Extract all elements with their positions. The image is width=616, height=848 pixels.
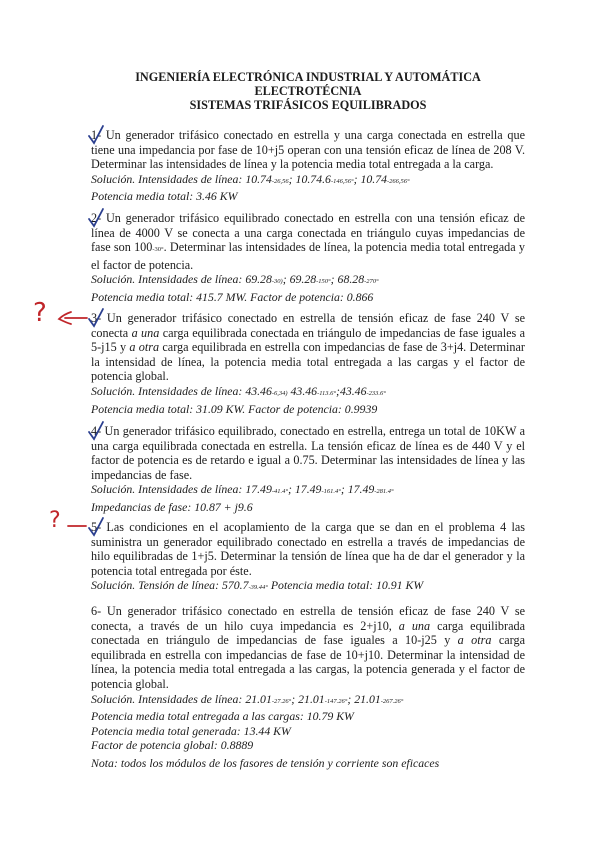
problem-statement: - Las condiciones en el acoplamiento de la carga que se dan en el problema 4 las suministra un generador equilibrado conectado en estrella a través de impedancias de hilo equilibradas de 1+j5. Determinar la tensión de línea que ha de dar el generador y la potencia total entregada por éste. [91, 520, 525, 578]
solution-voltage: Solución. Tensión de línea: 570.7-39.44° Potencia media total: 10.91 KW [91, 578, 424, 593]
problem-statement: - Un generador trifásico conectado en estrella y una carga conectada en estrella que tiene una impedancia por fase de 10+j5 operan con una tensión eficaz de línea de 208 V. Determinar las intensidades de línea y la potencia media total entregada a la carga. [91, 128, 525, 172]
header-degree: INGENIERÍA ELECTRÓNICA INDUSTRIAL Y AUTOMÁTICA [135, 70, 481, 84]
problem-3: 3- Un generador trifásico conectado en estrella de tensión eficaz de fase 240 V se conecta a una carga equilibrada conectada en triángulo de impedancias de fase iguales a 5-j15 y a otra carga equilibrada en estrella con impedancias de fase de 3+j4. Determinar la intensidad de línea, la potencia media total entregada a las cargas y el factor de potencia global. Solución. Intensidades de línea: 43.46-6,34) 43.46-113.6°;43.46-233.6° Potencia media total: 31.09 KW. Factor de potencia: 0.9939 [91, 311, 526, 416]
dash-annotation-icon [66, 522, 90, 530]
solution-currents: Solución. Intensidades de línea: 17.49-41.4°; 17.49-161.4°; 17.49-281.4° [91, 482, 394, 497]
solution-currents: Solución. Intensidades de línea: 69.28-30); 69.28-150°; 68.28-270° [91, 272, 379, 287]
problem-2: 2- Un generador trifásico equilibrado conectado en estrella con una tensión eficaz de línea de 4000 V se conecta a una carga conectada en triángulo cuyas impedancias de fase son 100-30°. Determinar las intensidades de línea, la potencia media total entregada y el factor de potencia. Solución. Intensidades de línea: 69.28-30); 69.28-150°; 68.28-270° Potencia media total: 415.7 MW. Factor de potencia: 0.866 [91, 211, 525, 304]
question-mark-annotation: ? [49, 508, 61, 533]
problem-number: 2 [91, 211, 98, 225]
check-mark-icon [86, 307, 106, 329]
problem-statement: - Un generador trifásico equilibrado, conectado en estrella, entrega un total de 10KW a una carga equilibrada conectada en estrella. La tensión eficaz de línea es de 440 V y el factor de potencia es de retardo e igual a 0.75. Determinar las intensidades de línea y las impedancias de fase. [91, 424, 525, 482]
check-mark-icon [86, 124, 106, 146]
solution-impedance: Impedancias de fase: 10.87 + j9.6 [91, 499, 253, 514]
check-mark-icon [86, 207, 106, 229]
problem-number: 4 [91, 424, 98, 438]
problem-1 [91, 128, 525, 204]
solution-power: Potencia media total: 3.46 KW [91, 189, 238, 204]
check-mark-icon [86, 420, 106, 442]
solution-currents: Solución. Intensidades de línea: 43.46-6,34) 43.46-113.6°;43.46-233.6° [91, 383, 386, 398]
problem-number: 3 [91, 311, 98, 325]
problem-number: 5 [91, 520, 98, 534]
solution-currents: Solución. Intensidades de línea: 10.74-26,56; 10.74.6-146,56°; 10.74-266,56° [91, 171, 410, 186]
question-mark-annotation: ? [33, 298, 47, 328]
problem-statement: - Un generador trifásico equilibrado conectado en estrella con una tensión eficaz de línea de 4000 V se conecta a una carga conectada en triángulo cuyas impedancias de fase son 100 [91, 211, 525, 255]
header-topic: SISTEMAS TRIFÁSICOS EQUILIBRADOS [189, 98, 427, 112]
problem-6: 6- Un generador trifásico conectado en estrella de tensión eficaz de fase 240 V se conecta, a través de un hilo cuya impedancia es 2+j10, a una carga equilibrada conectada en triángulo de impedancias de fase iguales a 10-j25 y a otra carga equilibrada en estrella con impedancias de fase de 10+j10. Determinar la intensidad de línea, la potencia media total entregada a las cargas, la potencia generada y el factor de potencia global. Solución. Intensidades de línea: 21.01-27.26°; 21.01-147.26°; 21.01-267.26° Potencia media total entregada a las cargas: 10.79 KW Potencia media total generada: 13.44 KW Factor de potencia global: 0.8889 [91, 604, 525, 753]
problem-number: 6 [91, 604, 98, 618]
problem-number: 1 [91, 128, 98, 142]
solution-power-factor: Factor de potencia global: 0.8889 [91, 738, 254, 753]
arrow-left-icon [55, 310, 89, 326]
solution-power: Potencia media total: 31.09 KW. Factor de potencia: 0.9939 [91, 401, 378, 416]
problem-4 [91, 424, 525, 515]
solution-power-generated: Potencia media total generada: 13.44 KW [91, 723, 291, 738]
header-subject: ELECTROTÉCNIA [254, 84, 362, 98]
document-header [0, 70, 616, 112]
solution-power-loads: Potencia media total entregada a las cargas: 10.79 KW [91, 709, 354, 724]
solution-power: Potencia media total: 415.7 MW. Factor de potencia: 0.866 [91, 289, 374, 304]
footnote: Nota: todos los módulos de los fasores de tensión y corriente son eficaces [91, 756, 440, 770]
problem-5 [91, 520, 525, 596]
solution-currents: Solución. Intensidades de línea: 21.01-27.26°; 21.01-147.26°; 21.01-267.26° [91, 691, 404, 706]
